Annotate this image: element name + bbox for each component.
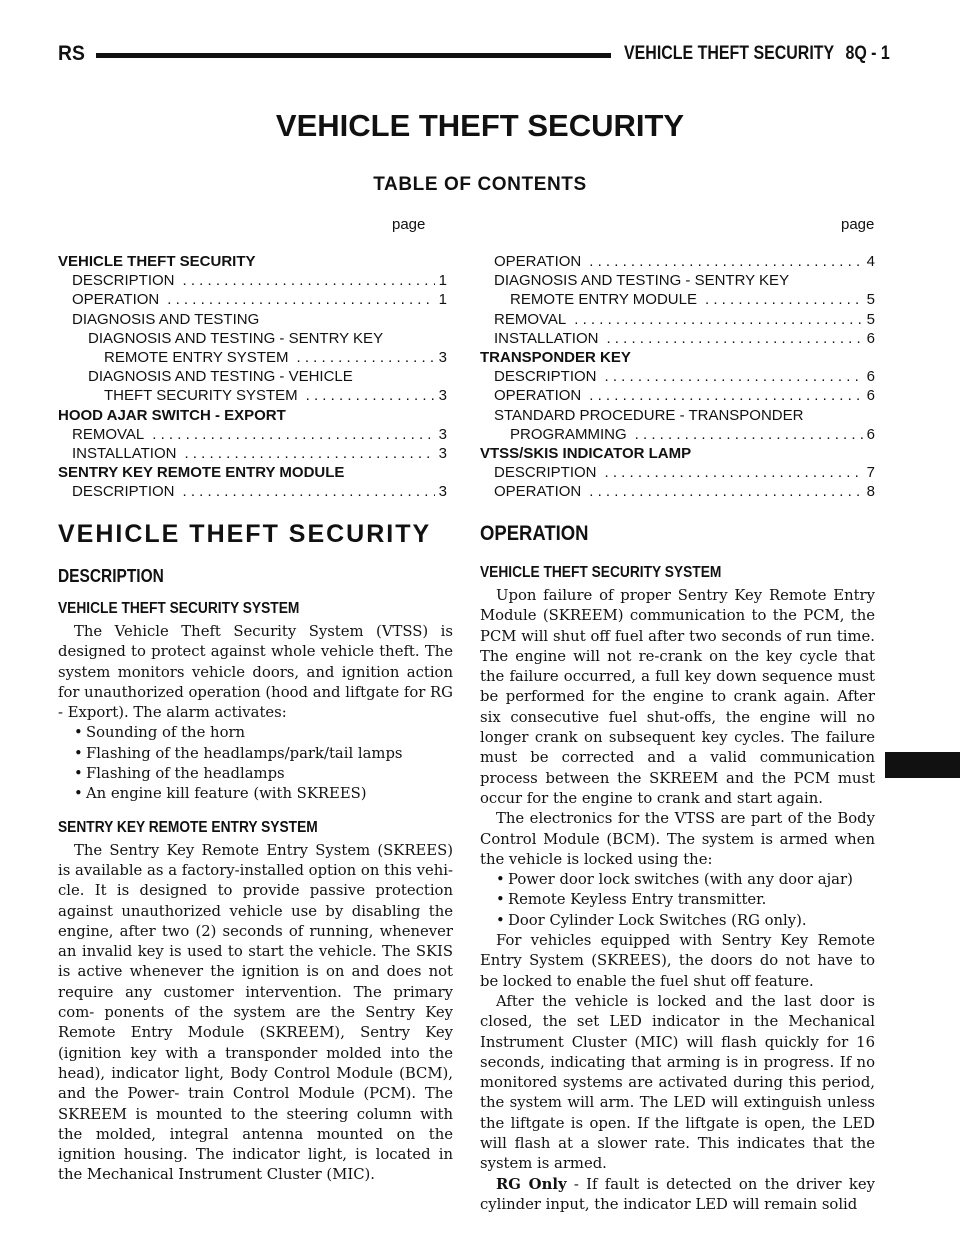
toc-entry-page: 6 [866,387,875,405]
bullet-list [58,723,453,804]
toc-leader-dots [627,425,863,444]
header-rule [96,53,611,58]
toc-entry[interactable]: DIAGNOSIS AND TESTING [72,310,260,328]
toc-entry-label: INSTALLATION [494,329,599,347]
toc-entry-label: REMOTE ENTRY MODULE [510,291,697,309]
bullet-list [480,870,875,931]
topic-heading: VEHICLE THEFT SECURITY SYSTEM [58,600,300,617]
left-column [58,518,453,1186]
paragraph: The Vehicle Theft Security System (VTSS) is designed to protect against whole vehicle theft. The system monitors vehicle doors, and ignition action for unauthorized operation (hood and liftgate for RG - Export). The alarm activates: [58,623,453,722]
inline-bold-label: RG Only [496,1175,567,1193]
paragraph: The electronics for the VTSS are part of the Body Control Module (BCM). The system is armed when the vehicle is locked using the: [480,810,875,868]
paragraph: For vehicles equipped with Sentry Key Remote Entry System (SKREES), the doors do not have to be locked to enable the fuel shut off feature. [480,932,875,990]
list-item: • Sounding of the horn [74,723,453,743]
right-column [480,518,875,1215]
toc-entry-label: THEFT SECURITY SYSTEM [104,387,298,405]
toc-entry[interactable]: DIAGNOSIS AND TESTING - SENTRY KEY [494,272,790,290]
toc-entry[interactable] [58,444,447,463]
toc-entry[interactable]: DIAGNOSIS AND TESTING - SENTRY KEY [88,329,384,347]
toc-leader-dots [597,463,863,482]
toc-entry-page: 1 [438,272,447,290]
page-title: VEHICLE THEFT SECURITY [275,108,685,143]
section-heading: VEHICLE THEFT SECURITY [58,520,432,548]
toc-entry-page: 7 [866,464,875,482]
toc-entry-label: OPERATION [494,253,582,270]
toc-leader-dots [144,425,434,444]
subheading-description: DESCRIPTION [58,566,164,586]
toc-entry-label: REMOVAL [72,425,145,443]
toc-entry[interactable] [58,271,447,290]
toc-leader-dots [598,329,862,348]
toc-entry[interactable] [480,367,875,386]
toc-right-column [480,252,875,501]
toc-leader-dots [597,367,863,386]
toc-entry-page: 8 [866,483,875,501]
list-item: • An engine kill feature (with SKREES) [74,784,453,804]
toc-entry[interactable]: VEHICLE THEFT SECURITY [58,253,256,270]
toc-leader-dots [176,444,434,463]
toc-entry-page: 5 [866,310,875,328]
header-page-number: 8Q - 1 [845,43,890,64]
toc-entry-label: DESCRIPTION [72,483,175,501]
toc-entry-page: 6 [866,425,875,443]
toc-page-label-left: page [392,216,426,233]
toc-entry[interactable] [480,425,875,444]
toc-leader-dots [298,386,435,405]
toc-leader-dots [288,348,434,367]
toc-entry-page: 3 [438,483,447,501]
toc-entry[interactable] [480,463,875,482]
running-header [58,42,890,72]
list-item: • Flashing of the headlamps/park/tail lamps [74,744,453,764]
toc-entry-page: 3 [438,444,447,462]
toc-entry-label: INSTALLATION [72,444,177,462]
toc-entry-page: 3 [438,348,447,366]
toc-entry-label: DESCRIPTION [494,368,597,386]
topic-heading: SENTRY KEY REMOTE ENTRY SYSTEM [58,818,318,836]
toc-entry[interactable]: VTSS/SKIS INDICATOR LAMP [480,444,692,462]
header-title: VEHICLE THEFT SECURITY [624,43,835,64]
toc-leader-dots [581,482,862,501]
toc-leader-dots [175,271,435,290]
toc-entry-page: 6 [866,368,875,386]
toc-title: TABLE OF CONTENTS [373,174,587,195]
paragraph: The Sentry Key Remote Entry System (SKREES) is available as a factory-installed option on this vehi- cle. It is designed to provide passive protection against unauthorized vehicle use by disabling the engine, after two (2) seconds of running, whenever an invalid key is used to start the vehicle. The SKIS is active whenever the ignition is on and does not require any customer intervention. The primary com- ponents of the system are the Sentry Key Remote Entry Module (SKREEM), Sentry Key (ignition key with a transponder molded into the head), indicator light, Body Control Module (BCM), and the Power- train Control Module (PCM). The SKREEM is mounted to the steering column with the molded, integral antenna mounted on the ignition housing. The indicator light, is located in the Mechanical Instrument Cluster (MIC). [58,841,453,1184]
toc-entry-page: 6 [866,329,875,347]
toc-left-column [58,252,447,501]
header-section-code: RS [58,42,85,65]
toc-leader-dots [566,310,862,329]
toc-entry[interactable]: SENTRY KEY REMOTE ENTRY MODULE [58,464,345,482]
list-item: • Power door lock switches (with any door ajar) [496,870,875,890]
toc-entry-label: DESCRIPTION [72,272,175,290]
list-item: • Remote Keyless Entry transmitter. [496,890,875,910]
toc-entry[interactable] [480,386,875,405]
paragraph [480,1175,875,1216]
toc-entry[interactable] [58,348,447,367]
toc-entry[interactable] [58,290,447,309]
toc-leader-dots [581,252,862,271]
toc-entry-label: REMOTE ENTRY SYSTEM [104,348,289,366]
paragraph: After the vehicle is locked and the last door is closed, the set LED indicator in the Mechanical Instrument Cluster (MIC) will flash quickly for 16 seconds, indicating that arming is in progress. If no monitored systems are activated during this period, the system will arm. The LED will extinguish unless the liftgate is open. If the liftgate is open, the LED will flash at a slower rate. This indicates that the system is armed. [480,992,875,1173]
toc-leader-dots [175,482,435,501]
toc-entry[interactable] [480,252,875,271]
toc-leader-dots [581,386,862,405]
toc-entry-label: OPERATION [72,291,160,309]
toc-leader-dots [697,290,863,309]
toc-entry-label: OPERATION [494,483,582,501]
list-item: • Door Cylinder Lock Switches (RG only). [496,911,875,931]
toc-entry[interactable] [480,329,875,348]
list-item: • Flashing of the headlamps [74,764,453,784]
toc-entry-page: 1 [438,291,447,309]
topic-heading: VEHICLE THEFT SECURITY SYSTEM [480,564,722,581]
toc-leader-dots [159,290,434,309]
toc-entry-page: 3 [438,425,447,443]
toc-entry[interactable] [58,482,447,501]
toc-entry[interactable]: HOOD AJAR SWITCH - EXPORT [58,406,286,424]
toc-entry-page: 3 [438,387,447,405]
toc-entry[interactable]: TRANSPONDER KEY [480,348,631,366]
toc-entry[interactable]: STANDARD PROCEDURE - TRANSPONDER [494,406,804,424]
toc-entry-label: PROGRAMMING [510,425,627,443]
toc-entry[interactable] [480,310,875,329]
toc-entry-page: 5 [866,291,875,309]
section-thumb-tab [885,752,960,778]
toc-entry[interactable] [58,386,447,405]
toc-entry[interactable]: DIAGNOSIS AND TESTING - VEHICLE [88,368,353,386]
toc-entry-label: REMOVAL [494,310,567,328]
toc-entry-page: 4 [866,253,875,270]
toc-page-label-right: page [841,216,875,233]
toc-entry-label: DESCRIPTION [494,464,597,482]
paragraph-text: - If fault is detected on the driver key cylinder input, the indicator LED will remain solid [480,1175,875,1213]
toc-entry[interactable] [480,482,875,501]
toc-entry-label: OPERATION [494,387,582,405]
subheading-operation: OPERATION [480,522,589,545]
toc-entry[interactable] [480,290,875,309]
paragraph: Upon failure of proper Sentry Key Remote Entry Module (SKREEM) communication to the PCM, the PCM will shut off fuel after two seconds of run time. The engine will not re-crank on the key cycle that the failure occurred, a full key down sequence must be performed for the engine to crank again. After six consecutive fuel shut-offs, the engine will no longer crank on subsequent key cycles. The failure must be corrected and a valid communication process between the SKREEM and the PCM must occur for the engine to crank and start again. [480,587,875,807]
toc-entry[interactable] [58,425,447,444]
